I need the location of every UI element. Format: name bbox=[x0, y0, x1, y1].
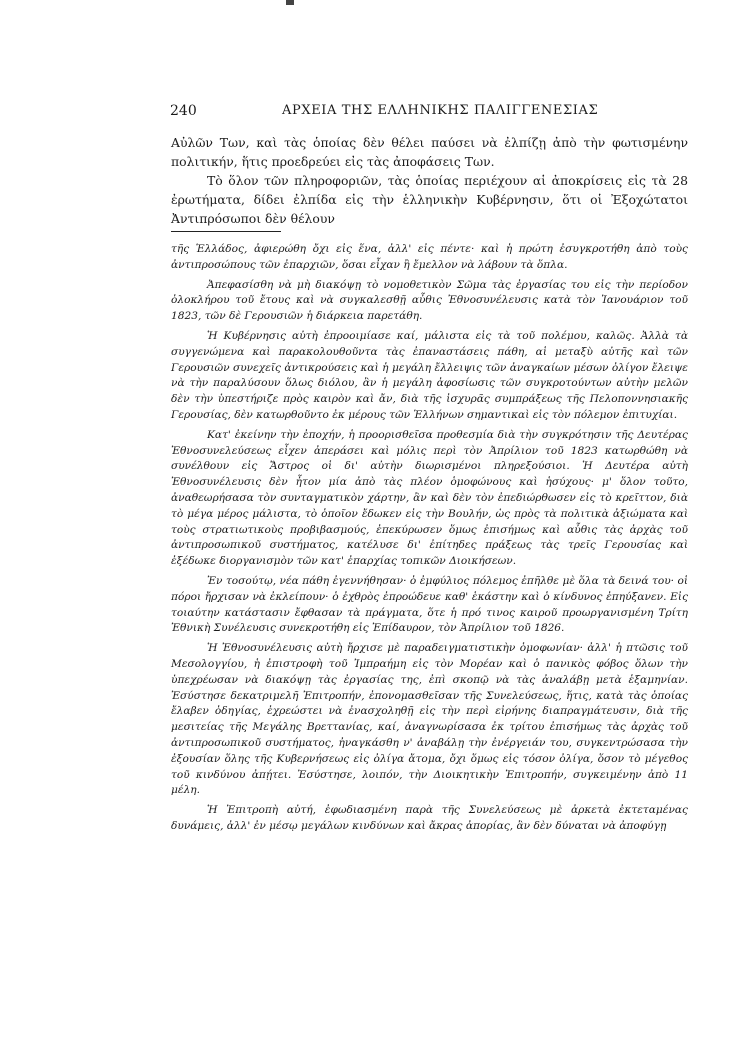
main-text bbox=[171, 133, 688, 228]
footnote-paragraph: Ἀπεφασίσθη νὰ μὴ διακόψῃ τὸ νομοθετικὸν Σῶμα τὰς ἐργασίας του εἰς τὴν περίοδον ὁλοκλήρου τοῦ ἔτους καὶ νὰ συγκαλεσθῇ αὖθις Ἐθνοσυνέλευσις κατὰ τὸν Ἰανουάριον τοῦ 1823, τῶν δὲ Γερουσιῶν ἡ διάρκεια παρετάθη. bbox=[171, 278, 688, 323]
footnote-paragraph: τῆς Ἑλλάδος, ἀφιερώθη ὄχι εἰς ἕνα, ἀλλ' εἰς πέντε· καὶ ἡ πρώτη ἐσυγκροτήθη ἀπὸ τοὺς ἀντιπροσώπους τῶν ἐπαρχιῶν, ὅσαι εἶχαν ἢ ἔμελλον νὰ λάβουν τὰ ὅπλα. bbox=[171, 243, 688, 271]
main-paragraph: Τὸ ὅλον τῶν πληροφοριῶν, τὰς ὁποίας περιέχουν αἱ ἀποκρίσεις εἰς τὰ 28 ἐρωτήματα, δίδει ἐλπίδα εἰς τὴν ἑλληνικὴν Κυβέρνησιν, ὅτι οἱ Ἐξοχώτατοι Ἀντιπρόσωποι δὲν θέλουν bbox=[171, 173, 688, 226]
footnote-separator bbox=[171, 231, 281, 232]
footnote-paragraph: Ἡ Ἐπιτροπὴ αὐτή, ἐφωδιασμένη παρὰ τῆς Συνελεύσεως μὲ ἀρκετὰ ἐκτεταμένας δυνάμεις, ἀλλ' ἐν μέσῳ μεγάλων κινδύνων καὶ ἄκρας ἀπορίας, ἂν δὲν δύναται νὰ ἀποφύγῃ bbox=[171, 804, 688, 832]
running-title: ΑΡΧΕΙΑ ΤΗΣ ΕΛΛΗΝΙΚΗΣ ΠΑΛΙΓΓΕΝΕΣΙΑΣ bbox=[282, 103, 599, 118]
footnote-paragraph: Κατ' ἐκείνην τὴν ἐποχήν, ἡ προορισθεῖσα προθεσμία διὰ τὴν συγκρότησιν τῆς Δευτέρας Ἐθνοσυνελεύσεως εἶχεν ἀπεράσει καὶ μόλις περὶ τὸν Ἀπρίλιον τοῦ 1823 κατωρθώθη νὰ συνέλθουν εἰς Ἄστρος οἱ δι' αὐτὴν διωρισμένοι πληρεξούσιοι. Ἡ Δευτέρα αὐτὴ Ἐθνοσυνέλευσις δὲν ἦτον μία ἀπὸ τὰς πλέον ὁμοφώνους καὶ ἡσύχους· μ' ὅλον τοῦτο, ἀναθεωρήσασα τὸν συνταγματικὸν χάρτην, ἂν καὶ δὲν τὸν ἐπεδιώρθωσεν εἰς τὸ κρεῖττον, διὰ τὸ μέγα μέρος μάλιστα, τὸ ὁποῖον ἔδωκεν εἰς τὴν Βουλήν, ὡς πρὸς τὰ πολιτικὰ ἀξιώματα καὶ τοὺς στρατιωτικοὺς προβιβασμούς, ἐπεκύρωσεν ὅμως ἐπισήμως καὶ αὖθις τὰς ἀρχὰς τοῦ ἀντιπροσωπικοῦ συστήματος, κατέλυσε δι' ἐπίτηδες πράξεως τὰς τρεῖς Γερουσίας καὶ ἐξέδωκε διοργανισμὸν τῶν κατ' ἐπαρχίας τοπικῶν Διοικήσεων. bbox=[171, 428, 688, 568]
footnotes bbox=[171, 242, 688, 839]
footnote-paragraph: Ἡ Κυβέρνησις αὐτὴ ἐπροοιμίασε καί, μάλιστα εἰς τὰ τοῦ πολέμου, καλῶς. Ἀλλὰ τὰ συγγενώμενα καὶ παρακολουθοῦντα τὰς ἐπαναστάσεις πάθη, αἱ μεταξὺ αὐτῆς καὶ τῶν Γερουσιῶν συνεχεῖς ἀντικρούσεις καὶ ἡ μεγάλη ἔλλειψις τῶν ἀναγκαίων μέσων ὀλίγον ἔλειψε νὰ τὴν παραλύσουν ὅλως διόλου, ἂν ἡ μεγάλη ἀφοσίωσις τῶν συγκροτούντων αὐτὴν μελῶν δὲν τὴν ὑπεστήριζε πρὸς καιρὸν καὶ ἄν, διὰ τῆς ἰσχυρᾶς συμπράξεως τῆς Πελοποννησιακῆς Γερουσίας, δὲν κατωρθοῦντο ἐκ μέρους τῶν Ἑλλήνων σημαντικαὶ εἰς τὸν πόλεμον ἐπιτυχίαι. bbox=[171, 329, 688, 421]
page-top-mark bbox=[286, 0, 294, 5]
page-header bbox=[170, 103, 690, 125]
main-paragraph: Αὐλῶν Των, καὶ τὰς ὁποίας δὲν θέλει παύσει νὰ ἐλπίζῃ ἀπὸ τὴν φωτισμένην πολιτικήν, ἥτις προεδρεύει εἰς τὰς ἀποφάσεις Των. bbox=[171, 135, 688, 169]
footnote-paragraph: Ἡ Ἐθνοσυνέλευσις αὐτὴ ἤρχισε μὲ παραδειγματιστικὴν ὁμοφωνίαν· ἀλλ' ἡ πτῶσις τοῦ Μεσολογγίου, ἡ ἐπιστροφὴ τοῦ Ἰμπραήμη εἰς τὸν Μορέαν καὶ ὁ πανικὸς φόβος ὅλων τὴν ὑπεχρέωσαν νὰ διακόψῃ τὰς ἐργασίας της, ἐπὶ σκοπῷ νὰ τὰς ἀναλάβῃ μετὰ ἑξαμηνίαν. Ἐσύστησε δεκατριμελῆ Ἐπιτροπήν, ἐπονομασθεῖσαν τῆς Συνελεύσεως, ἥτις, κατὰ τὰς ὁποίας ἔλαβεν ὁδηγίας, ἐχρεώστει νὰ ἐνασχοληθῇ εἰς τὴν περὶ εἰρήνης διαπραγμάτευσιν, διὰ τῆς μεσιτείας τῆς Μεγάλης Βρεττανίας, καί, ἀναγνωρίσασα ἐκ τρίτου ἐπισήμως τὰς ἀρχὰς τοῦ ἀντιπροσωπικοῦ συστήματος, ἠναγκάσθη ν' ἀναβάλῃ τὴν ἐνέργειάν του, συγκεντρώσασα τὴν ἐξουσίαν ὅλης τῆς Κυβερνήσεως εἰς ὀλίγα ἄτομα, ὄχι ὅμως εἰς τόσον ὀλίγα, ὅσον τὸ μέγεθος τοῦ κινδύνου ἀπῄτει. Ἐσύστησε, λοιπόν, τὴν Διοικητικὴν Ἐπιτροπήν, συγκειμένην ἀπὸ 11 μέλη. bbox=[171, 642, 688, 797]
footnote-paragraph: Ἐν τοσούτῳ, νέα πάθη ἐγεννήθησαν· ὁ ἐμφύλιος πόλεμος ἐπῆλθε μὲ ὅλα τὰ δεινά του· οἱ πόροι ἤρχισαν νὰ ἐκλείπουν· ὁ ἐχθρὸς ἐπροώδευε καθ' ἑκάστην καὶ ὁ κίνδυνος ἐπηύξανεν. Εἰς τοιαύτην κατάστασιν ἔφθασαν τὰ πράγματα, ὅτε ἡ πρό τινος καιροῦ προωργανισμένη Τρίτη Ἐθνικὴ Συνέλευσις συνεκροτήθη εἰς Ἐπίδαυρον, τὸν Ἀπρίλιον τοῦ 1826. bbox=[171, 574, 688, 635]
page-number: 240 bbox=[170, 103, 197, 119]
